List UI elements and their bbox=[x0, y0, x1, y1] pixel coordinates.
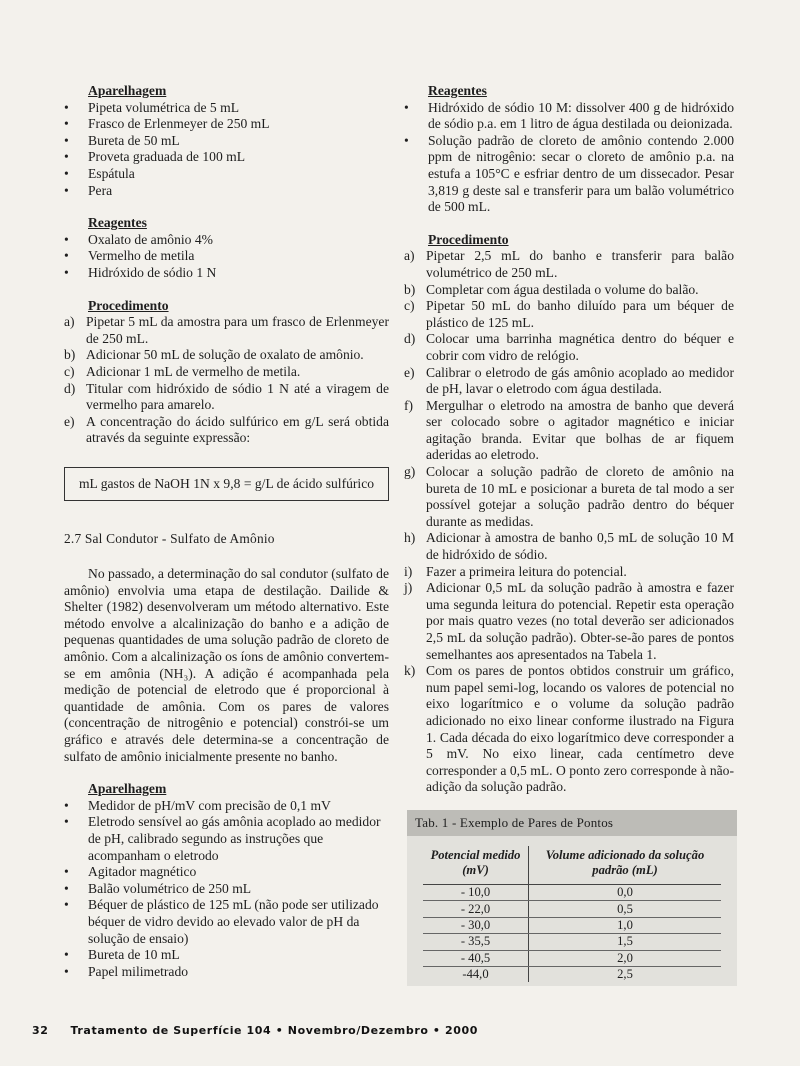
table-cell: 2,5 bbox=[617, 967, 633, 982]
list-item: • Hidróxido de sódio 1 N bbox=[64, 265, 389, 282]
procedure-steps bbox=[404, 248, 734, 796]
step-text: Adicionar 50 mL de solução de oxalato de amônio. bbox=[86, 347, 364, 363]
step-marker: j) bbox=[404, 580, 413, 596]
step-text: Calibrar o eletrodo de gás amônio acoplado ao medidor de pH, lavar o eletrodo com água destilada. bbox=[426, 364, 734, 397]
step-marker: c) bbox=[404, 298, 415, 314]
list-item: • Eletrodo sensível ao gás amônia acoplado ao medidor de pH, calibrado segundo as instruções que acompanham o eletrodo bbox=[64, 814, 389, 864]
list-item: • Béquer de plástico de 125 mL (não pode ser utilizado béquer de vidro devido ao elevado valor de pH da solução de ensaio) bbox=[64, 897, 389, 947]
procedure-heading: Procedimento bbox=[88, 297, 169, 313]
table-body bbox=[407, 836, 737, 986]
list-item: • Espátula bbox=[64, 166, 389, 183]
step-text: Pipetar 5 mL da amostra para um frasco de Erlenmeyer de 250 mL. bbox=[86, 314, 389, 346]
table-row bbox=[423, 917, 721, 933]
table-cell: 2,0 bbox=[529, 950, 721, 966]
table-cell: -44,0 bbox=[423, 966, 529, 982]
right-column bbox=[404, 83, 734, 796]
procedure-step bbox=[404, 248, 734, 281]
step-marker: k) bbox=[404, 663, 416, 679]
procedure-step bbox=[404, 298, 734, 331]
procedure-step bbox=[404, 398, 734, 464]
table-row bbox=[423, 885, 721, 901]
apparatus2-heading: Aparelhagem bbox=[88, 781, 167, 797]
procedure-step bbox=[404, 564, 734, 581]
step-marker: e) bbox=[404, 364, 415, 380]
step-text: Adicionar 1 mL de vermelho de metila. bbox=[86, 363, 301, 379]
apparatus-heading: Aparelhagem bbox=[88, 83, 167, 98]
list-item: • Proveta graduada de 100 mL bbox=[64, 149, 389, 166]
step-marker: b) bbox=[64, 347, 76, 363]
procedure-step bbox=[64, 414, 389, 447]
reagents-list bbox=[404, 100, 734, 216]
step-marker: a) bbox=[64, 314, 75, 330]
procedure-step bbox=[404, 580, 734, 663]
step-text: Com os pares de pontos obtidos construir um gráfico, num papel semi-log, locando os valores de potencial no eixo logarítmico e o volume da solução padrão adicionado no eixo linear conforme ilustrado na Figura 1. Cada década do eixo logarítmico deve corresponder a 5 mV. No eixo linear, cada centímetro deve corresponder a 0,5 mL. O ponto zero corresponde à não-adição da solução padrão. bbox=[426, 663, 734, 795]
procedure-step bbox=[404, 464, 734, 530]
procedure-steps bbox=[64, 314, 389, 447]
procedure-step bbox=[64, 314, 389, 347]
table-cell: 1,0 bbox=[529, 917, 721, 933]
footer-text: Tratamento de Superfície 104 • Novembro/Dezembro • 2000 bbox=[70, 1024, 479, 1037]
step-text: Colocar uma barrinha magnética dentro do béquer e cobrir com vidro de relógio. bbox=[426, 331, 734, 363]
apparatus2-list bbox=[64, 798, 389, 981]
column-header: Potencial medido (mV) bbox=[423, 846, 529, 885]
step-text: Adicionar à amostra de banho 0,5 mL de solução 10 M de hidróxido de sódio. bbox=[426, 530, 734, 563]
section-paragraph: No passado, a determinação do sal condutor (sulfato de amônio) envolvia uma etapa de destilação. Dailide & Shelter (1982) desenvolveram um método alternativo. Este método envolve a alcalinização do banho e a adição de pequenas quantidades de uma solução padrão de cloreto de amônio. Com a alcalinização os íons de amônio convertem-se em amônia (NH₃). A adição é acompanhada pela medição de potencial de eletrodo que é proporcional à quantidade de amônia. Com os pares de valores (concentração de nitrogênio e potencial) constrói-se um gráfico e através dele determina-se a concentração de sulfato de amônio inicialmente presente no banho. bbox=[64, 566, 390, 764]
step-text: A concentração do ácido sulfúrico em g/L será obtida através da seguinte expressão: bbox=[86, 413, 389, 446]
list-item: • Agitador magnético bbox=[64, 864, 389, 881]
step-text: Fazer a primeira leitura do potencial. bbox=[426, 563, 627, 579]
step-text: Adicionar 0,5 mL da solução padrão à amostra e fazer uma segunda leitura do potencial. Repetir esta operação por mais quatro vezes (no total deverão ser adicionados 2,5 mL da solução padrão). Obter-se-ão pares de pontos semelhantes aos apresentados na Tabela 1. bbox=[426, 580, 734, 662]
list-item: • Frasco de Erlenmeyer de 250 mL bbox=[64, 116, 389, 133]
procedure-step bbox=[404, 365, 734, 398]
step-marker: d) bbox=[64, 380, 76, 396]
procedure-step bbox=[404, 331, 734, 364]
step-text: Colocar a solução padrão de cloreto de amônio na bureta de 10 mL e posicionar a bureta de tal modo a ser possível gotejar a solução padrão dentro do béquer durante as medidas. bbox=[426, 464, 734, 529]
step-text: Mergulhar o eletrodo na amostra de banho que deverá ser colocado sobre o agitador magnético e iniciar agitação branda. Evitar que bolhas de ar fiquem aderidas ao eletrodo. bbox=[426, 397, 734, 463]
table-title: Tab. 1 - Exemplo de Pares de Pontos bbox=[407, 810, 737, 836]
table-row bbox=[423, 950, 721, 966]
procedure-step bbox=[404, 530, 734, 563]
step-marker: g) bbox=[404, 464, 416, 480]
reagents-heading: Reagentes bbox=[88, 215, 147, 231]
reagents-heading: Reagentes bbox=[428, 83, 487, 98]
table-cell: 0,5 bbox=[529, 901, 721, 917]
table-cell: 0,0 bbox=[529, 885, 721, 901]
formula-box: mL gastos de NaOH 1N x 9,8 = g/L de ácido sulfúrico bbox=[64, 467, 389, 502]
procedure-heading: Procedimento bbox=[428, 231, 509, 247]
step-text: Pipetar 2,5 mL do banho e transferir para balão volumétrico de 250 mL. bbox=[426, 248, 734, 280]
step-text: Titular com hidróxido de sódio 1 N até a viragem de vermelho para amarelo. bbox=[86, 380, 389, 413]
section-title: 2.7 Sal Condutor - Sulfato de Amônio bbox=[64, 531, 275, 547]
step-text: Pipetar 50 mL do banho diluído para um béquer de plástico de 125 mL. bbox=[426, 298, 734, 330]
procedure-step bbox=[64, 364, 389, 381]
procedure-step bbox=[64, 347, 389, 364]
table-cell: - 40,5 bbox=[423, 950, 529, 966]
table-cell: - 22,0 bbox=[423, 901, 529, 917]
step-marker: f) bbox=[404, 397, 414, 413]
step-marker: h) bbox=[404, 530, 416, 546]
table-cell: - 35,5 bbox=[423, 934, 529, 950]
table-1 bbox=[407, 810, 737, 986]
procedure-step bbox=[404, 663, 734, 796]
table-cell: 1,5 bbox=[529, 934, 721, 950]
table-cell: - 10,0 bbox=[423, 885, 529, 901]
list-item: • Medidor de pH/mV com precisão de 0,1 mV bbox=[64, 798, 389, 815]
step-text: Completar com água destilada o volume do balão. bbox=[426, 281, 699, 297]
step-marker: e) bbox=[64, 413, 75, 429]
step-marker: a) bbox=[404, 248, 415, 264]
data-table bbox=[423, 846, 721, 982]
procedure-step bbox=[404, 282, 734, 299]
column-header: Volume adicionado da solução padrão (mL) bbox=[529, 846, 721, 885]
list-item: • Balão volumétrico de 250 mL bbox=[64, 881, 389, 898]
page-footer bbox=[32, 1024, 478, 1037]
page-number: 32 bbox=[32, 1024, 49, 1037]
list-item: • Pera bbox=[64, 183, 389, 200]
table-row bbox=[423, 966, 721, 982]
list-item: • Hidróxido de sódio 10 M: dissolver 400 g de hidróxido de sódio p.a. em 1 litro de água destilada ou deionizada. bbox=[404, 100, 734, 133]
list-item: • Papel milimetrado bbox=[64, 964, 389, 981]
step-marker: i) bbox=[404, 563, 413, 579]
step-marker: b) bbox=[404, 281, 416, 297]
list-item: • Oxalato de amônio 4% bbox=[64, 232, 389, 249]
list-item: • Bureta de 50 mL bbox=[64, 133, 389, 150]
procedure-step bbox=[64, 381, 389, 414]
step-marker: d) bbox=[404, 331, 416, 347]
reagents-list bbox=[64, 232, 389, 282]
list-item: • Vermelho de metila bbox=[64, 248, 389, 265]
list-item: • Pipeta volumétrica de 5 mL bbox=[64, 100, 389, 117]
list-item: • Solução padrão de cloreto de amônio contendo 2.000 ppm de nitrogênio: secar o cloreto de amônio p.a. na estufa a 105°C e esfriar dentro de um dissecador. Pesar 3,819 g deste sal e transferir para um balão volumétrico de 500 mL. bbox=[404, 133, 734, 216]
table-row bbox=[423, 901, 721, 917]
left-column bbox=[64, 83, 389, 980]
apparatus-list bbox=[64, 100, 389, 200]
table-row bbox=[423, 934, 721, 950]
table-cell: - 30,0 bbox=[423, 917, 529, 933]
list-item: • Bureta de 10 mL bbox=[64, 947, 389, 964]
step-marker: c) bbox=[64, 363, 75, 379]
